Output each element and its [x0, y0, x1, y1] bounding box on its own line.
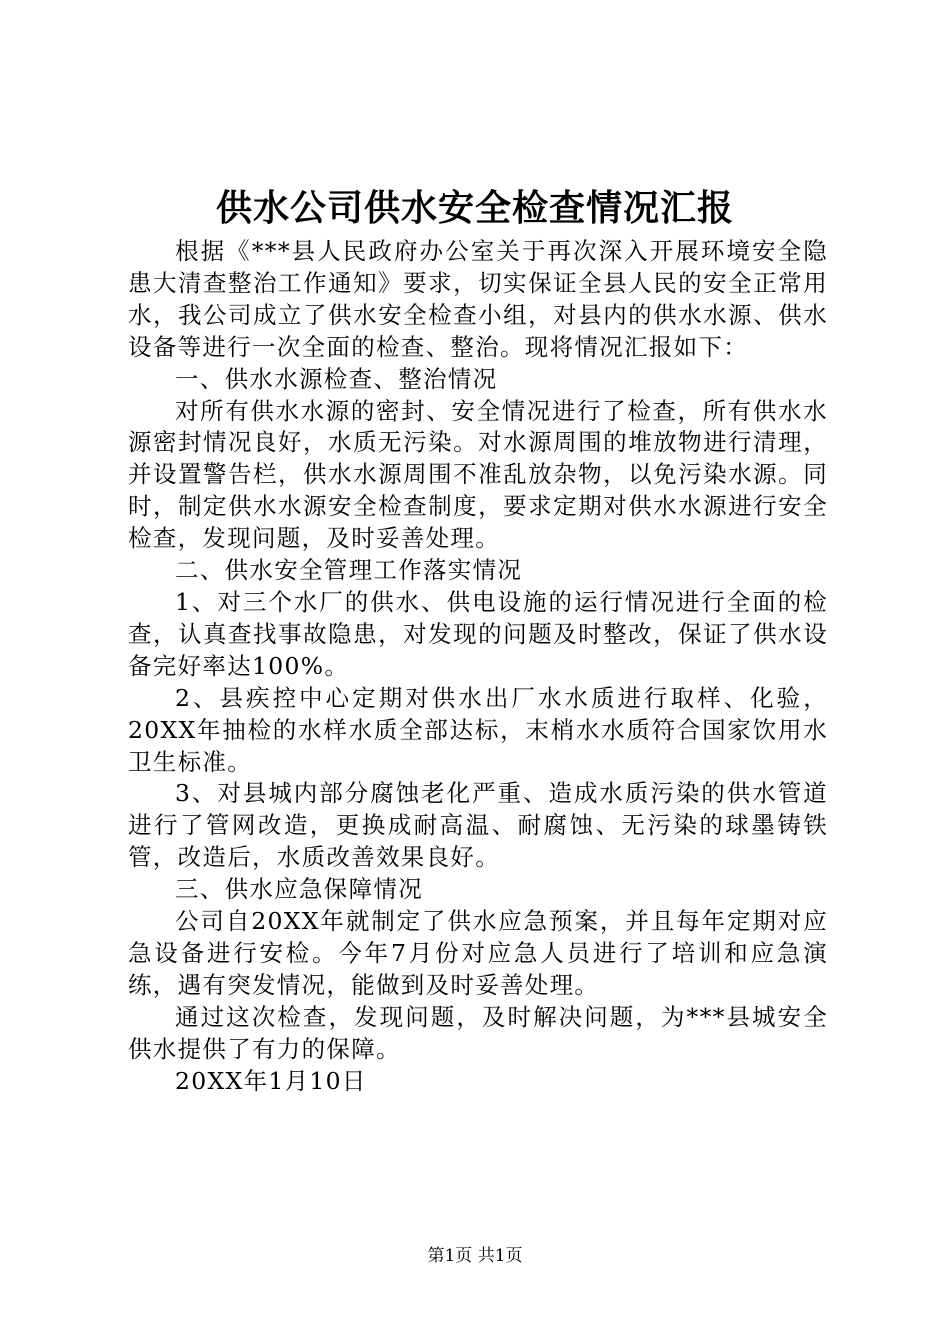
- emergency-paragraph: 公司自20XX年就制定了供水应急预案，并且每年定期对应急设备进行安检。今年7月份对应急人员进行了培训和应急演练，遇有突发情况，能做到及时妥善处理。: [128, 907, 828, 999]
- intro-paragraph: 根据《***县人民政府办公室关于再次深入开展环境安全隐患大清查整治工作通知》要求，切实保证全县人民的安全正常用水，我公司成立了供水安全检查小组，对县内的供水水源、供水设备等进行一次全面的检查、整治。现将情况汇报如下：: [128, 237, 828, 361]
- section-heading-emergency: 三、供水应急保障情况: [175, 875, 423, 904]
- safety-item-3: 3、对县城内部分腐蚀老化严重、造成水质污染的供水管道进行了管网改造，更换成耐高温、耐腐蚀、无污染的球墨铸铁管，改造后，水质改善效果良好。: [128, 779, 828, 872]
- water-source-paragraph: 对所有供水水源的密封、安全情况进行了检查，所有供水水源密封情况良好，水质无污染。对水源周围的堆放物进行清理，并设置警告栏，供水水源周围不准乱放杂物，以免污染水源。同时，制定供水水源安全检查制度，要求定期对供水水源进行安全检查，发现问题，及时妥善处理。: [128, 396, 828, 553]
- safety-item-2: 2、县疾控中心定期对供水出厂水水质进行取样、化验，20XX年抽检的水样水质全部达标，末梢水水质符合国家饮用水卫生标准。: [128, 683, 828, 776]
- page-footer: 第1页 共1页: [427, 1246, 523, 1266]
- safety-item-1: 1、对三个水厂的供水、供电设施的运行情况进行全面的检查，认真查找事故隐患，对发现的问题及时整改，保证了供水设备完好率达100%。: [128, 587, 828, 680]
- conclusion-paragraph: 通过这次检查，发现问题，及时解决问题，为***县城安全供水提供了有力的保障。: [128, 1002, 828, 1063]
- document-body: [128, 236, 828, 1097]
- document-title: 供水公司供水安全检查情况汇报: [215, 187, 734, 229]
- section-heading-safety-management: 二、供水安全管理工作落实情况: [175, 556, 523, 585]
- section-heading-water-source: 一、供水水源检查、整治情况: [175, 364, 498, 393]
- date-line: 20XX年1月10日: [175, 1066, 367, 1095]
